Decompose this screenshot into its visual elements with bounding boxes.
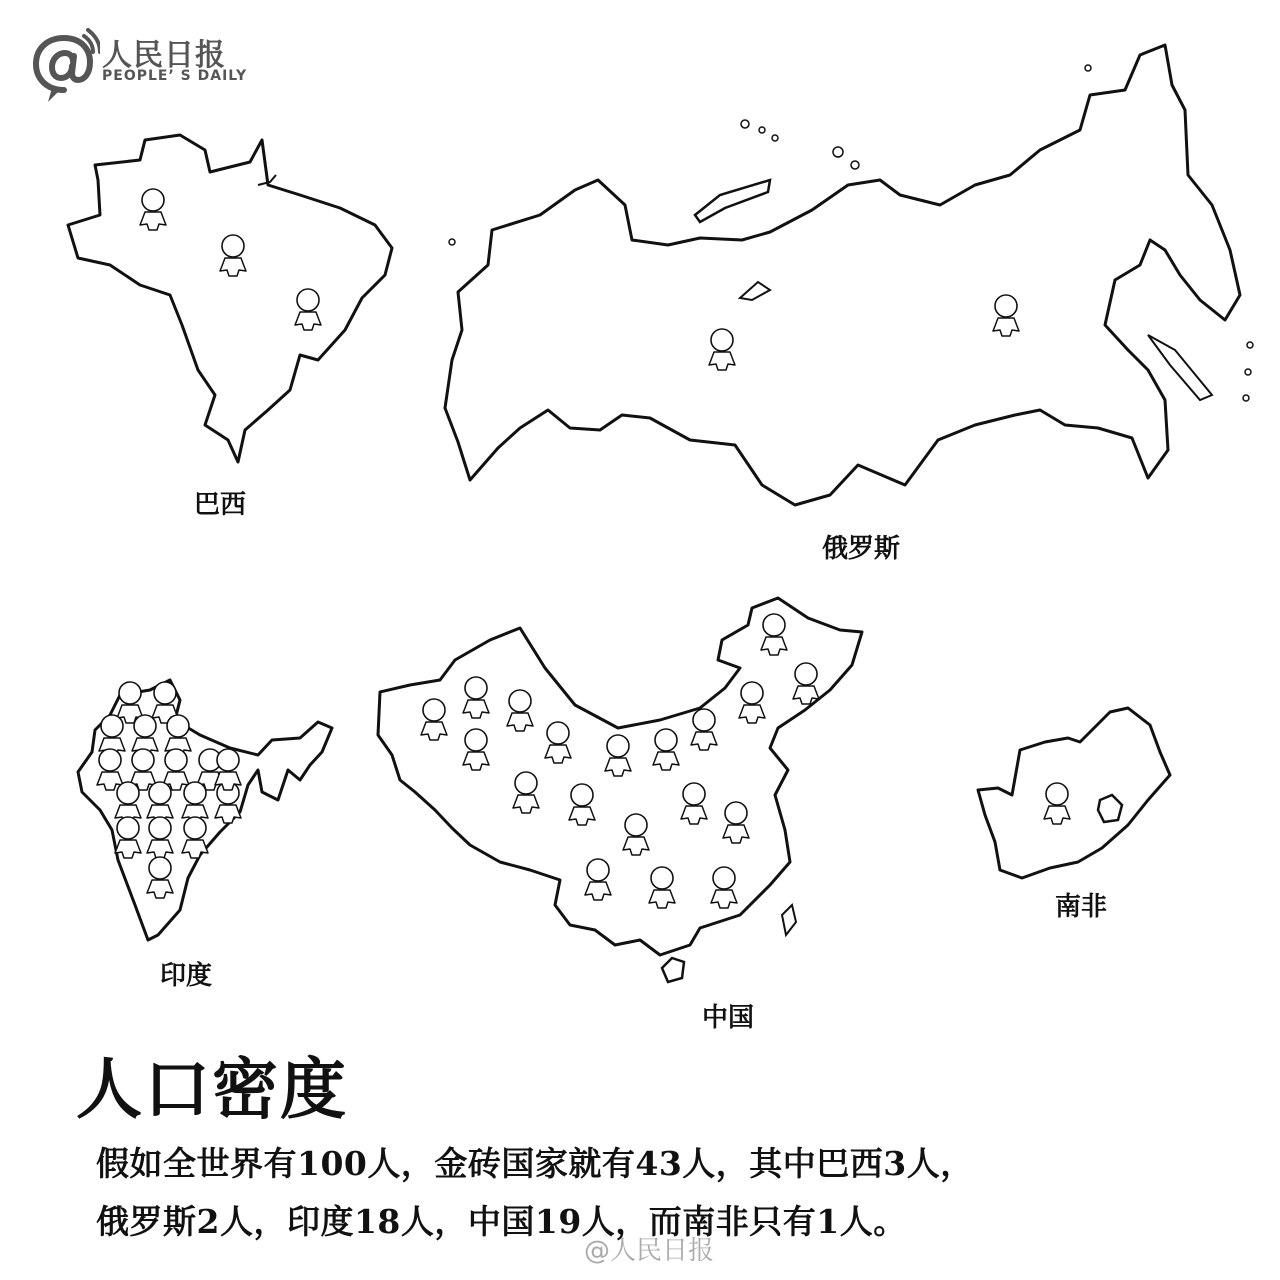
map-brazil <box>68 135 392 462</box>
watermark: @人民日报 <box>584 1236 715 1266</box>
map-russia <box>445 45 1240 505</box>
map-south-africa <box>978 708 1170 878</box>
description-line-1: 假如全世界有100人，金砖国家就有43人，其中巴西3人， <box>96 1144 974 1183</box>
label-china: 中国 <box>702 1003 755 1033</box>
label-brazil: 巴西 <box>194 490 247 520</box>
label-south-africa: 南非 <box>1055 892 1108 922</box>
logo-name-en: PEOPLE’ S DAILY <box>102 68 248 84</box>
page-title: 人口密度 <box>76 1051 348 1128</box>
label-india: 印度 <box>160 961 213 991</box>
description-line-2: 俄罗斯2人，印度18人，中国19人，而南非只有1人。 <box>96 1202 907 1241</box>
label-russia: 俄罗斯 <box>822 534 901 564</box>
logo-name-cn: 人民日报 <box>102 38 226 73</box>
